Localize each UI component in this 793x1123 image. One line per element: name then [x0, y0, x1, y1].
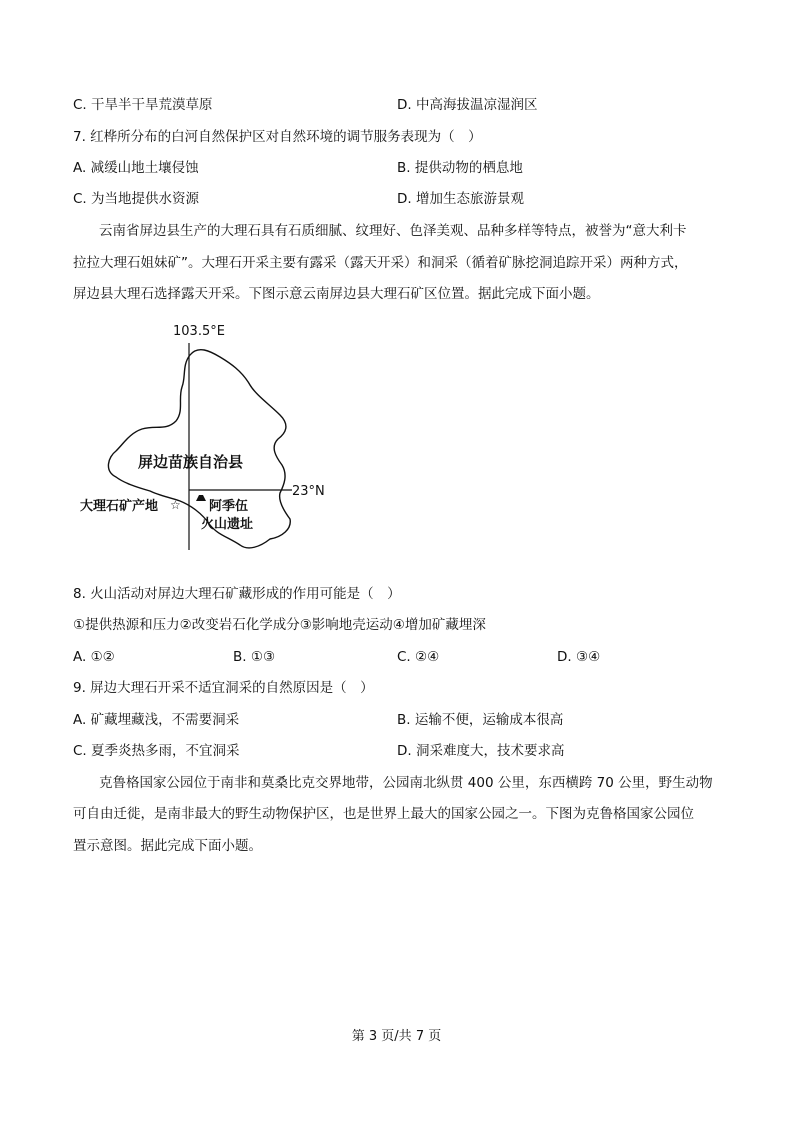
passage2-line-2: 可自由迁徙，是南非最大的野生动物保护区，也是世界上最大的国家公园之一。下图为克鲁格国家公园位: [73, 806, 694, 822]
q7-stem: 7. 红桦所分布的白河自然保护区对自然环境的调节服务表现为（ ）: [73, 129, 482, 145]
q8-stem: 8. 火山活动对屏边大理石矿藏形成的作用可能是（ ）: [73, 586, 401, 602]
passage2-line-3: 置示意图。据此完成下面小题。: [73, 838, 262, 854]
q7-option-c: C. 为当地提供水资源: [73, 191, 200, 207]
mine-label: 大理石矿产地: [80, 499, 159, 514]
volcano-icon: [196, 495, 206, 501]
q9-stem: 9. 屏边大理石开采不适宜洞采的自然原因是（ ）: [73, 680, 374, 696]
q8-option-a: A. ①②: [73, 649, 115, 665]
pingbian-map: [70, 315, 350, 560]
q8-option-c: C. ②④: [397, 649, 440, 665]
q9-option-a: A. 矿藏埋藏浅，不需要洞采: [73, 712, 240, 728]
county-label: 屏边苗族自治县: [138, 453, 244, 471]
passage1-line-2: 拉拉大理石姐妹矿”。大理石开采主要有露采（露天开采）和洞采（循着矿脉挖洞追踪开采）两种方式，: [73, 255, 688, 271]
volcano-label-1: 阿季伍: [209, 499, 249, 514]
latitude-label: 23°N: [292, 484, 325, 499]
page-footer: 第 3 页/共 7 页: [351, 1029, 442, 1044]
county-boundary: [108, 350, 290, 548]
q9-option-b: B. 运输不便，运输成本很高: [397, 712, 564, 728]
passage1-line-1: 云南省屏边县生产的大理石具有石质细腻、纹理好、色泽美观、品种多样等特点，被誉为“意大利卡: [99, 223, 687, 239]
q9-option-d: D. 洞采难度大，技术要求高: [397, 743, 565, 759]
q8-option-d: D. ③④: [557, 649, 601, 665]
q7-option-a: A. 减缓山地土壤侵蚀: [73, 160, 199, 176]
q9-option-c: C. 夏季炎热多雨，不宜洞采: [73, 743, 240, 759]
longitude-label: 103.5°E: [173, 324, 225, 339]
mine-star-icon: ☆: [170, 498, 181, 512]
q6-option-d: D. 中高海拔温凉湿润区: [397, 97, 538, 113]
q8-option-b: B. ①③: [233, 649, 276, 665]
q7-option-d: D. 增加生态旅游景观: [397, 191, 524, 207]
q7-option-b: B. 提供动物的栖息地: [397, 160, 523, 176]
q6-option-c: C. 干旱半干旱荒漠草原: [73, 97, 213, 113]
passage1-line-3: 屏边县大理石选择露天开采。下图示意云南屏边县大理石矿区位置。据此完成下面小题。: [73, 286, 600, 302]
q8-choices: ①提供热源和压力②改变岩石化学成分③影响地壳运动④增加矿藏埋深: [73, 617, 486, 633]
passage2-line-1: 克鲁格国家公园位于南非和莫桑比克交界地带，公园南北纵贯 400 公里，东西横跨 70 公里，野生动物: [99, 775, 713, 791]
volcano-label-2: 火山遗址: [201, 517, 254, 532]
